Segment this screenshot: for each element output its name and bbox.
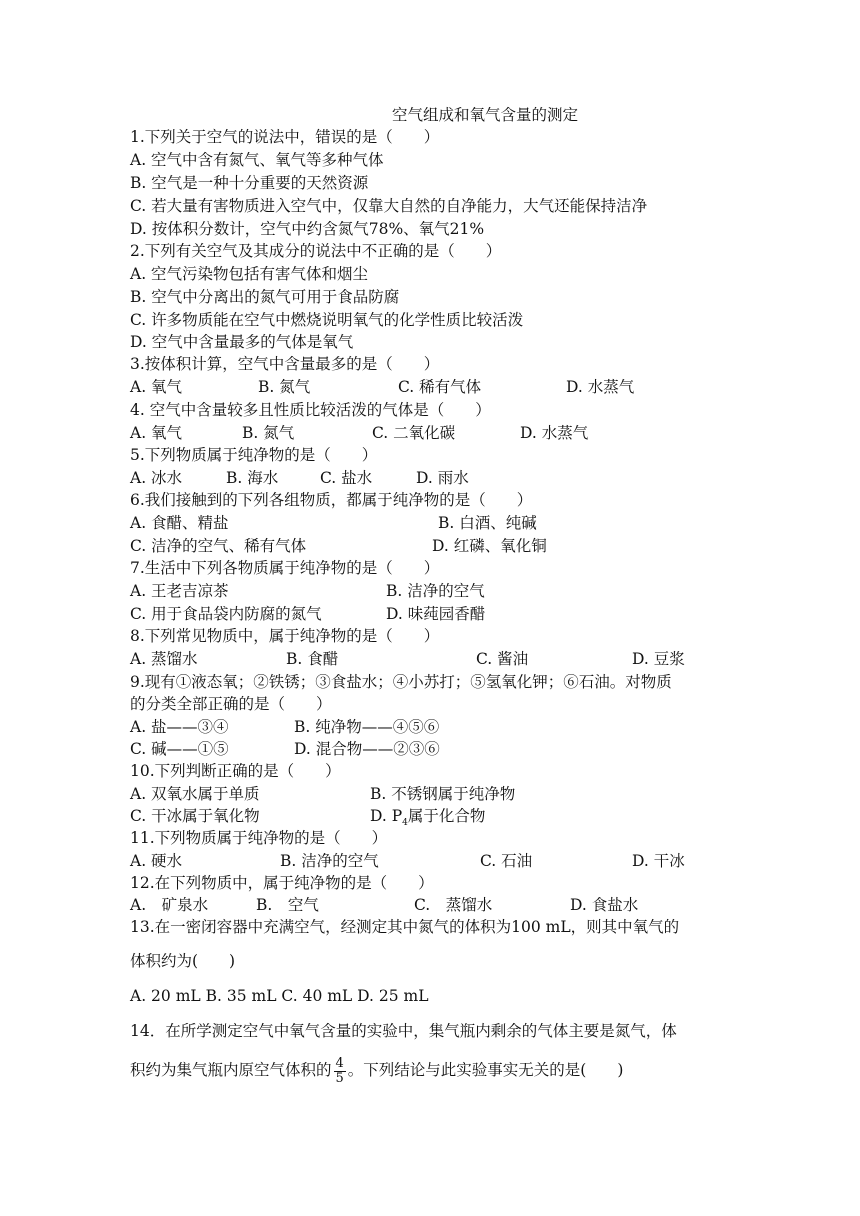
q6-option-d: D. 红磷、氧化铜 [432,537,547,555]
q10-options-row1 [130,783,730,805]
page-title: 空气组成和氧气含量的测定 [391,106,578,124]
q8-option-b: B. 食醋 [286,650,339,668]
q1-option-a: A. 空气中含有氮气、氧气等多种气体 [130,151,384,169]
q8-option-a: A. 蒸馏水 [130,650,198,668]
q10-option-c: C. 干冰属于氧化物 [130,807,260,825]
q6-option-a: A. 食醋、精盐 [130,514,229,532]
fraction-numerator: 4 [335,1055,344,1071]
q8-option-d: D. 豆浆 [632,650,685,668]
q11-option-b: B. 洁净的空气 [280,852,379,870]
question-13-continued: 体积约为( ) [130,952,236,970]
q4-option-d: D. 水蒸气 [520,424,589,442]
q6-option-b: B. 白酒、纯碱 [438,514,537,532]
q2-option-d: D. 空气中含量最多的气体是氧气 [130,333,354,351]
question-10: 10.下列判断正确的是（ ） [130,762,341,780]
question-8: 8.下列常见物质中，属于纯净物的是（ ） [130,627,440,645]
q4-option-a: A. 氧气 [130,424,183,442]
question-13: 13.在一密闭容器中充满空气，经测定其中氮气的体积为100 mL，则其中氧气的 [130,918,680,936]
question-14-continued [130,1050,623,1090]
q8-option-c: C. 酱油 [476,650,529,668]
q9-options-row1 [130,716,730,738]
q10-options-row2 [130,805,730,827]
q2-option-a: A. 空气污染物包括有害气体和烟尘 [130,265,369,283]
q12-option-d: D. 食盐水 [570,896,639,914]
q12-option-b: B. 空气 [256,896,319,914]
q14-text-before: 积约为集气瓶内原空气体积的 [130,1061,332,1079]
q7-option-b: B. 洁净的空气 [386,582,485,600]
q9-option-c: C. 碱——①⑤ [130,740,229,758]
q12-option-a: A. 矿泉水 [130,896,209,914]
q13-options: A. 20 mL B. 35 mL C. 40 mL D. 25 mL [130,987,429,1005]
q5-option-a: A. 冰水 [130,469,183,487]
q9-options-row2 [130,738,730,760]
question-3: 3.按体积计算，空气中含量最多的是（ ） [130,355,440,373]
q10-option-a: A. 双氧水属于单质 [130,785,260,803]
question-9-continued: 的分类全部正确的是（ ） [130,695,332,713]
q8-options [130,648,730,670]
q3-options [130,376,730,398]
question-14: 14．在所学测定空气中氧气含量的实验中，集气瓶内剩余的气体主要是氮气，体 [130,1022,677,1040]
q7-option-a: A. 王老吉凉茶 [130,582,229,600]
q11-option-a: A. 硬水 [130,852,183,870]
q1-option-d: D. 按体积分数计，空气中约含氮气78%、氧气21% [130,220,485,238]
q7-options-row1 [130,580,730,602]
q2-option-c: C. 许多物质能在空气中燃烧说明氧气的化学性质比较活泼 [130,311,524,329]
question-6: 6.我们接触到的下列各组物质，都属于纯净物的是（ ） [130,491,533,509]
question-4: 4. 空气中含量较多且性质比较活泼的气体是（ ） [130,401,491,419]
fraction-denominator: 5 [335,1070,344,1086]
q1-option-b: B. 空气是一种十分重要的天然资源 [130,174,369,192]
q7-option-c: C. 用于食品袋内防腐的氮气 [130,605,322,623]
q12-options [130,894,730,916]
q10-subscript: 4 [402,818,408,829]
question-11: 11.下列物质属于纯净物的是（ ） [130,829,388,847]
question-12: 12.在下列物质中，属于纯净物的是（ ） [130,874,434,892]
q5-option-d: D. 雨水 [416,469,469,487]
q3-option-d: D. 水蒸气 [566,378,635,396]
q5-options [130,467,730,489]
q4-option-c: C. 二氧化碳 [372,424,456,442]
q4-option-b: B. 氮气 [242,424,295,442]
q4-options [130,422,730,444]
q1-option-c: C. 若大量有害物质进入空气中，仅靠大自然的自净能力，大气还能保持洁净 [130,197,648,215]
q2-option-b: B. 空气中分离出的氮气可用于食品防腐 [130,288,400,306]
q5-option-c: C. 盐水 [320,469,373,487]
q11-options [130,850,730,872]
q10-option-b: B. 不锈钢属于纯净物 [370,785,516,803]
q6-option-c: C. 洁净的空气、稀有气体 [130,537,307,555]
question-7: 7.生活中下列各物质属于纯净物的是（ ） [130,559,440,577]
q12-option-c: C. 蒸馏水 [414,896,493,914]
q7-options-row2 [130,603,730,625]
q3-option-a: A. 氧气 [130,378,183,396]
q3-option-c: C. 稀有气体 [398,378,482,396]
question-9: 9.现有①液态氧；②铁锈；③食盐水；④小苏打；⑤氢氧化钾；⑥石油。对物质 [130,673,672,691]
q14-text-after: 。下列结论与此实验事实无关的是( ) [347,1061,624,1079]
q7-option-d: D. 味莼园香醋 [386,605,486,623]
q9-option-a: A. 盐——③④ [130,718,229,736]
q11-option-d: D. 干冰 [632,852,685,870]
q9-option-b: B. 纯净物——④⑤⑥ [294,718,440,736]
q3-option-b: B. 氮气 [258,378,311,396]
q5-option-b: B. 海水 [226,469,279,487]
q6-options-row1 [130,512,730,534]
fraction-four-fifths [334,1057,346,1086]
q6-options-row2 [130,535,730,557]
question-1: 1.下列关于空气的说法中，错误的是（ ） [130,128,440,146]
question-2: 2.下列有关空气及其成分的说法中不正确的是（ ） [130,242,502,260]
q10-option-d: D. $P_4$属于化合物 [370,807,486,829]
q9-option-d: D. 混合物——②③⑥ [294,740,440,758]
question-5: 5.下列物质属于纯净物的是（ ） [130,446,378,464]
q11-option-c: C. 石油 [480,852,533,870]
